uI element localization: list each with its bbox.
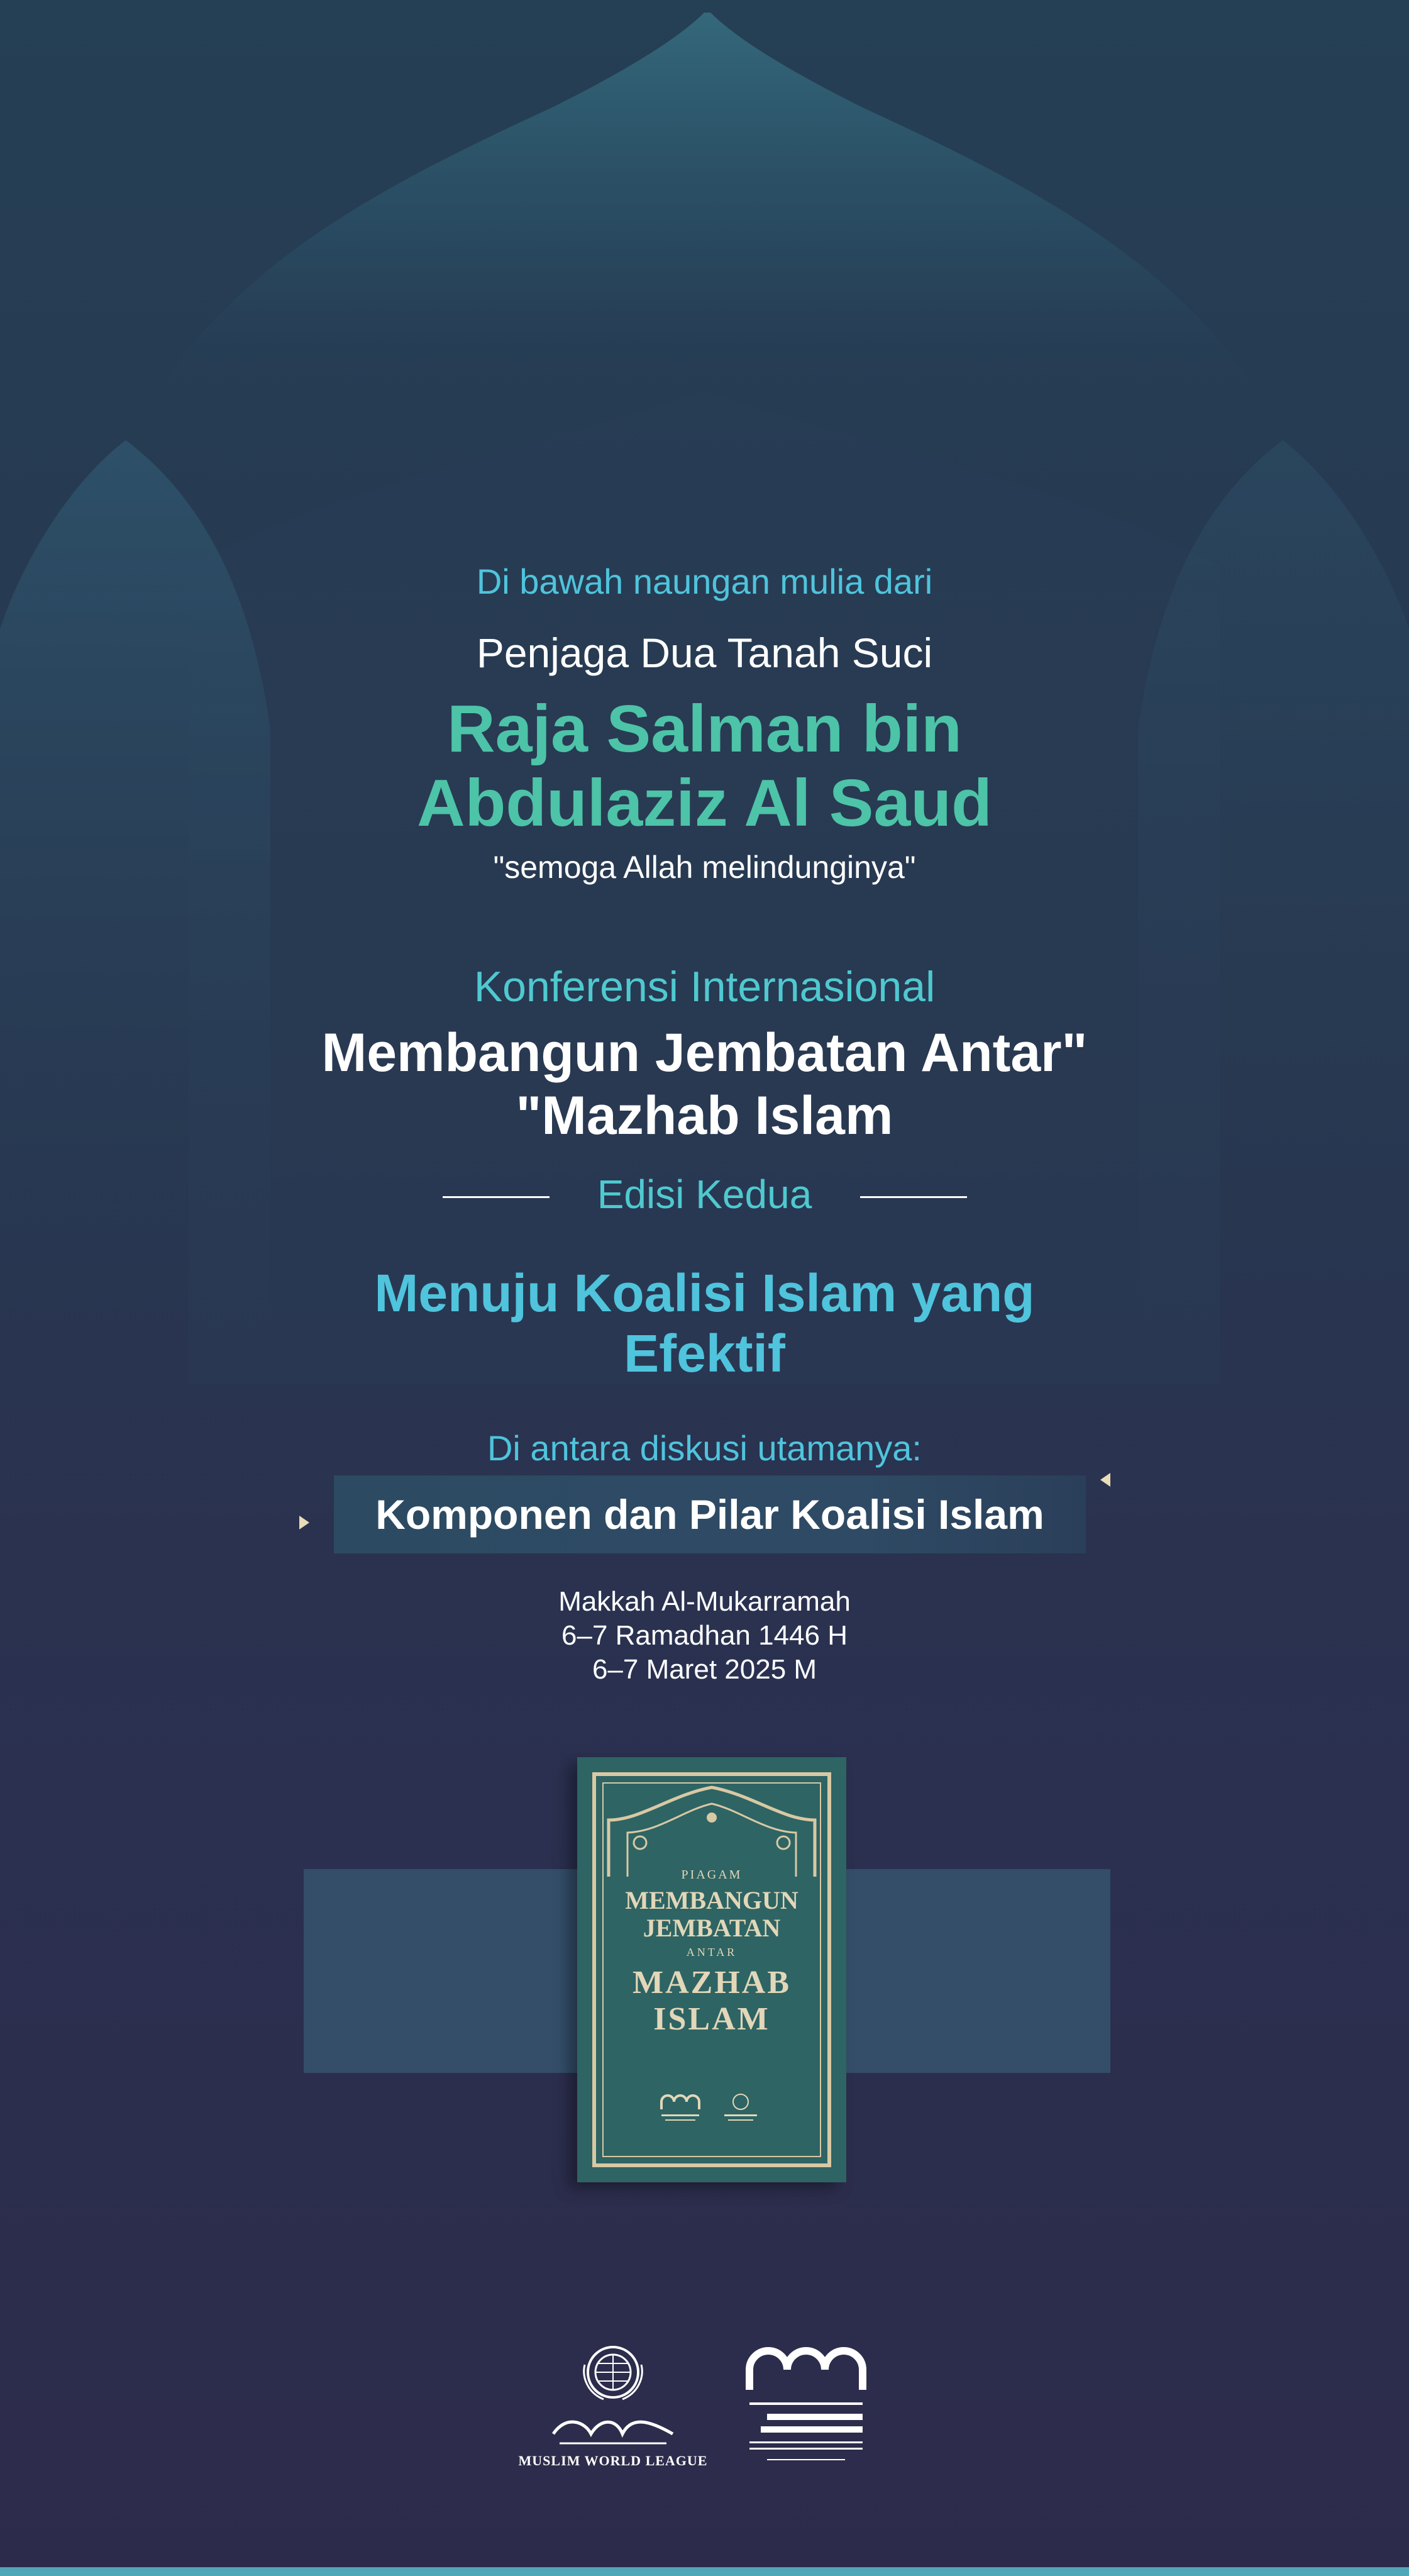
charter-book-cover [577,1757,846,2182]
conference-name-line2: "Mazhab Islam [516,1085,893,1146]
conference-name [0,1021,1409,1147]
guardian-title: Penjaga Dua Tanah Suci [476,630,933,676]
edition-label: Edisi Kedua [597,1172,812,1217]
event-hijri-date: 6–7 Ramadhan 1446 H [561,1620,848,1651]
book-publisher-logos-icon [659,2090,766,2135]
book-title-line4: ISLAM [653,2001,770,2037]
book-title-line2: JEMBATAN [643,1914,781,1942]
event-location: Makkah Al-Mukarramah [558,1586,851,1617]
king-name-line2: Abdulaziz Al Saud [417,766,992,840]
king-name-line1: Raja Salman bin [447,692,962,766]
book-title-lower [577,1965,846,2038]
conference-theme [0,1263,1409,1384]
main-topic-text: Komponen dan Pilar Koalisi Islam [375,1491,1044,1538]
book-title-line3: MAZHAB [633,1965,791,2001]
book-label-top: PIAGAM [681,1868,743,1882]
main-topic-box [334,1475,1086,1553]
book-title-line1: MEMBANGUN [625,1886,798,1914]
book-title-upper [577,1887,846,1942]
conference-name-line1: Membangun Jembatan Antar" [321,1023,1088,1083]
conference-theme-line1: Menuju Koalisi Islam yang [374,1263,1035,1323]
bottom-accent-line [0,2567,1409,2576]
edition-divider-left [443,1196,550,1198]
blessing-text: "semoga Allah melindunginya" [493,850,916,885]
edition-divider-right [860,1196,967,1198]
event-gregorian-date: 6–7 Maret 2025 M [592,1654,817,1685]
patronage-label: Di bawah naungan mulia dari [476,562,933,601]
king-name [0,692,1409,840]
conference-theme-line2: Efektif [624,1324,785,1383]
book-label-mid: ANTAR [686,1946,738,1958]
building-bridges-logo-icon [742,2340,887,2472]
discussions-label: Di antara diskusi utamanya: [487,1428,922,1468]
mwl-name: MUSLIM WORLD LEAGUE [518,2453,708,2468]
triangle-marker-left-icon [299,1516,309,1530]
event-details [0,1585,1409,1687]
edition-row [0,1171,1409,1221]
conference-label: Konferensi Internasional [473,963,936,1011]
muslim-world-league-logo-icon [528,2340,698,2472]
triangle-marker-right-icon [1100,1473,1110,1487]
